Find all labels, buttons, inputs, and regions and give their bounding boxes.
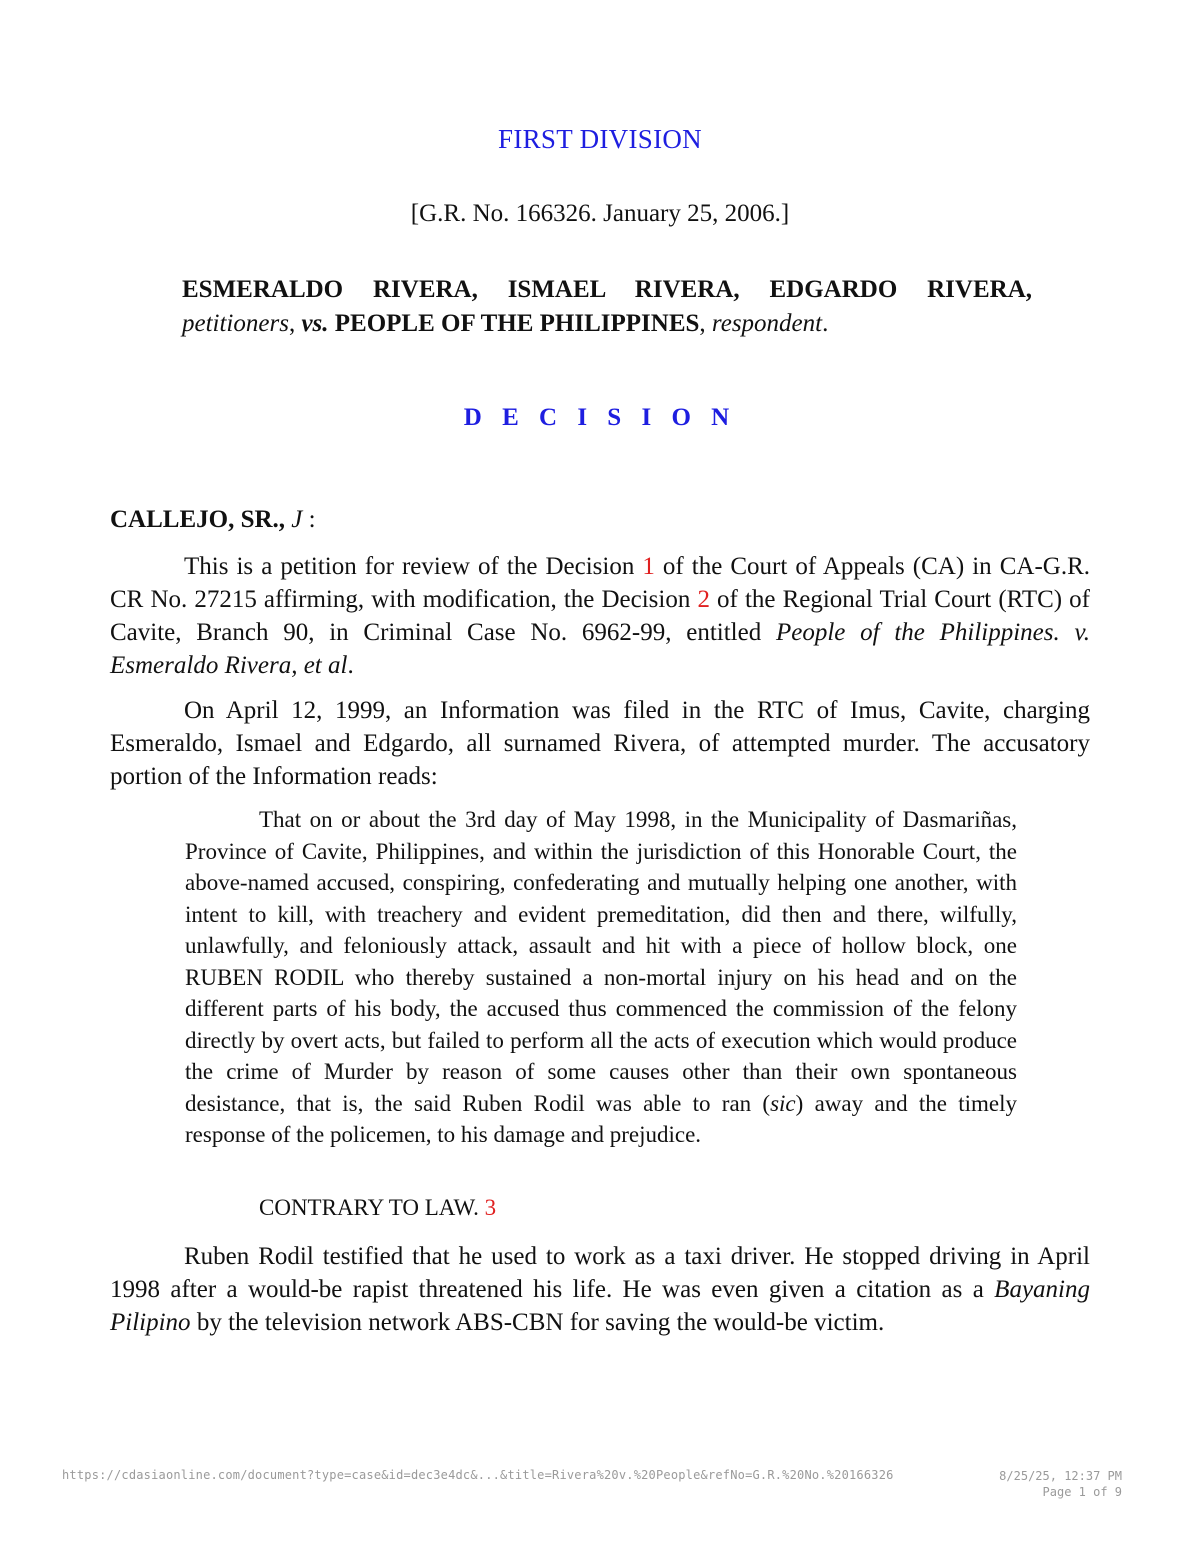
case-number: [G.R. No. 166326. January 25, 2006.]	[410, 200, 790, 227]
quote-text-b: ) away and the timely response of the policemen, to his damage and prejudice.	[185, 1090, 1017, 1147]
versus-label: vs.	[301, 310, 329, 337]
paragraph-3	[110, 1240, 1090, 1339]
paragraph-3-text-a: Ruben Rodil testified that he used to work as a taxi driver. He stopped driving in April 1998 after a would-be rapist threatened his life. He was even given a citation as a	[110, 1243, 1090, 1303]
footer-page-number: Page 1 of 9	[1042, 1485, 1122, 1499]
footer-datetime: 8/25/25, 12:37 PM	[999, 1469, 1122, 1483]
respondent-name: PEOPLE OF THE PHILIPPINES	[334, 310, 700, 337]
quote-sic: sic	[770, 1090, 796, 1116]
paragraph-3-text-b: by the television network ABS-CBN for saving the would-be victim.	[190, 1309, 885, 1336]
footnote-link-2[interactable]: 2	[697, 586, 710, 613]
ponente: CALLEJO, SR., J :	[110, 506, 316, 533]
respondent-label: respondent	[711, 310, 823, 337]
footer-url[interactable]: https://cdasiaonline.com/document?type=case&id=dec3e4dc&...&title=Rivera%20v.%20People&refNo=G.R.%20No.%20166326	[62, 1468, 894, 1482]
case-parties: ESMERALDO RIVERA, ISMAEL RIVERA, EDGARDO RIVERA, petitioners, vs. PEOPLE OF THE PHILIPPINES, respondent.	[182, 276, 1032, 337]
information-quote	[185, 804, 1017, 1151]
paragraph-1-text-b: of the Court of Appeals (CA) in CA-G.R. CR No. 27215 affirming, with modification, the Decision	[110, 553, 1090, 613]
paragraph-2	[110, 694, 1090, 793]
division-heading: FIRST DIVISION	[498, 124, 702, 154]
contrary-text: CONTRARY TO LAW.	[259, 1195, 485, 1220]
petitioners-names: ESMERALDO RIVERA, ISMAEL RIVERA, EDGARDO RIVERA,	[182, 276, 1032, 303]
footer-meta	[999, 1468, 1122, 1500]
paragraph-1: This is a petition for review of the Decision 1 of the Court of Appeals (CA) in CA-G.R. CR No. 27215 affirming, with modification, the Decision 2 of the Regional Trial Court (RTC) of Cavite, Branch 90, in Criminal Case No. 6962-99, entitled People of the Philippines. v. Esmeraldo Rivera, et al.	[110, 553, 1091, 679]
paragraph-2-text: On April 12, 1999, an Information was filed in the RTC of Imus, Cavite, charging Esmeraldo, Ismael and Edgardo, all surnamed Rivera, of attempted murder. The accusatory portion of the Information reads:	[110, 697, 1090, 790]
decision-title: D E C I S I O N	[463, 404, 737, 431]
footnote-link-3[interactable]: 3	[484, 1195, 497, 1220]
ponente-title: J	[291, 506, 303, 533]
paragraph-1-text-a: This is a petition for review of the Decision	[184, 553, 643, 580]
quote-text-a: That on or about the 3rd day of May 1998, in the Municipality of Dasmariñas, Province of Cavite, Philippines, and within the jurisdiction of this Honorable Court, the above-named accused, conspiring, confederating and mutually helping one another, with intent to kill, with treachery and evident premeditation, did then and there, wilfully, unlawfully, and feloniously attack, assault and hit with a piece of hollow block, one RUBEN RODIL who thereby sustained a non-mortal injury on his head and on the different parts of his body, the accused thus commenced the commission of the felony directly by overt acts, but failed to perform all the acts of execution which would produce the crime of Murder by reason of some causes other than their own spontaneous desistance, that is, the said Ruben Rodil was able to ran (	[185, 807, 1017, 1116]
footnote-link-1[interactable]: 1	[642, 553, 655, 580]
ponente-name: CALLEJO, SR.,	[110, 506, 286, 533]
paragraph-1-text-c: of the Regional Trial Court (RTC) of Cavite, Branch 90, in Criminal Case No. 6962-99, entitled	[110, 586, 1091, 646]
bayaning-pilipino: Bayaning Pilipino	[110, 1276, 1090, 1336]
petitioners-label: petitioners	[182, 310, 289, 337]
case-title-italic: People of the Philippines. v. Esmeraldo Rivera, et al	[110, 619, 1090, 679]
contrary-to-law	[259, 1195, 496, 1221]
